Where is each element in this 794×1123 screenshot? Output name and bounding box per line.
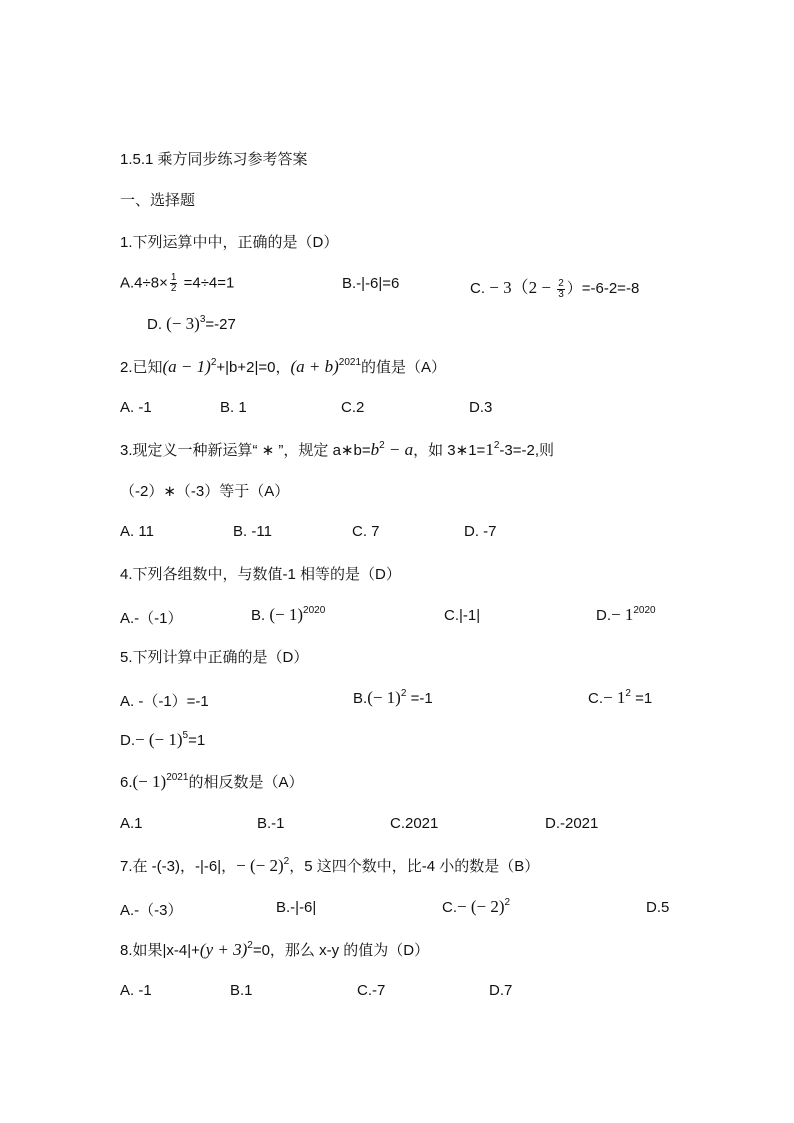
q3-option-a: A. 11 bbox=[120, 523, 154, 540]
q7-option-a: A.-（-3） bbox=[120, 902, 183, 919]
q2-option-a: A. -1 bbox=[120, 399, 152, 416]
q7-option-c: C.− (− 2)$^2$ bbox=[442, 897, 511, 916]
q1-option-d: D. (− 3)$^3$=-27 bbox=[147, 314, 236, 333]
q6-option-b: B.-1 bbox=[257, 815, 285, 832]
q5-option-a: A. -（-1）=-1 bbox=[120, 693, 209, 710]
q5-option-c: $C.- 1^2 =1$ bbox=[588, 688, 653, 707]
q3-option-b: B. -11 bbox=[233, 523, 272, 540]
q8-option-c: C.-7 bbox=[357, 982, 386, 999]
q8-option-b: B.1 bbox=[230, 982, 253, 999]
q4-option-c: C.|-1| bbox=[444, 607, 481, 624]
q7-option-d: D.5 bbox=[646, 899, 670, 916]
q4-option-d: $D.- 1^{2020}$ bbox=[596, 605, 656, 624]
q6-stem: $6.(- 1)^{2021}$的相反数是（A） bbox=[120, 772, 304, 791]
q2-option-c: C.2 bbox=[341, 399, 365, 416]
q5-option-b: $B.(- 1)^2 =-1$ bbox=[353, 688, 433, 707]
q4-option-a: A.-（-1） bbox=[120, 610, 183, 627]
q4-option-b: B. (− 1)$^{2020}$ bbox=[251, 605, 326, 624]
q5-option-d: D.− (− 1)$^5$=1 bbox=[120, 730, 206, 749]
q1-option-c: C. − 3（2 − $\frac{2}{3}$ ）=-6-2=-8 bbox=[470, 277, 640, 300]
q3-option-d: D. -7 bbox=[464, 523, 497, 540]
q7-stem: 7.在 -(-3)，-|-6|，− (− 2)$^2$，5 这四个数中，比-4 小的数是（B） bbox=[120, 856, 540, 875]
page-title: 1.5.1 乘方同步练习参考答案 bbox=[120, 151, 308, 168]
q6-option-d: D.-2021 bbox=[545, 815, 599, 832]
q3-stem: 3.现定义一种新运算“ ∗ ”，规定 $a∗b=b^2 - a$，如 $3∗1=1^2-3=-2$,则 bbox=[120, 440, 554, 459]
q5-stem: 5.下列计算中正确的是（D） bbox=[120, 649, 309, 666]
section-heading: 一、选择题 bbox=[120, 192, 196, 209]
q3-option-c: C. 7 bbox=[352, 523, 380, 540]
q8-stem: 8.如果$|x-4|+(y + 3)^2=0$，那么 x-y 的值为（D） bbox=[120, 940, 430, 959]
fraction-one-half: $\frac{1}{2}$ bbox=[170, 272, 177, 294]
q6-option-c: C.2021 bbox=[390, 815, 439, 832]
q2-option-b: B. 1 bbox=[220, 399, 247, 416]
fraction-two-thirds: $\frac{2}{3}$ bbox=[558, 277, 564, 300]
q4-stem: 4.下列各组数中，与数值-1 相等的是（D） bbox=[120, 566, 401, 583]
q8-option-d: D.7 bbox=[489, 982, 513, 999]
q2-option-d: D.3 bbox=[469, 399, 493, 416]
q3-stem-line2: （-2）∗（-3）等于（A） bbox=[120, 483, 290, 500]
q7-option-b: B.-|-6| bbox=[276, 899, 317, 916]
q2-stem: 2.已知$(a - 1)^2+|b+2|=0$，$(a + b)^{2021}$的值是（A） bbox=[120, 357, 447, 376]
q1-option-b: B.-|-6|=6 bbox=[342, 275, 400, 292]
q1-stem: 1.下列运算中中，正确的是（D） bbox=[120, 234, 339, 251]
q8-option-a: A. -1 bbox=[120, 982, 152, 999]
q1-option-a: A.4÷8× $\frac{1}{2}$ =4÷4=1 bbox=[120, 272, 235, 294]
q6-option-a: A.1 bbox=[120, 815, 143, 832]
